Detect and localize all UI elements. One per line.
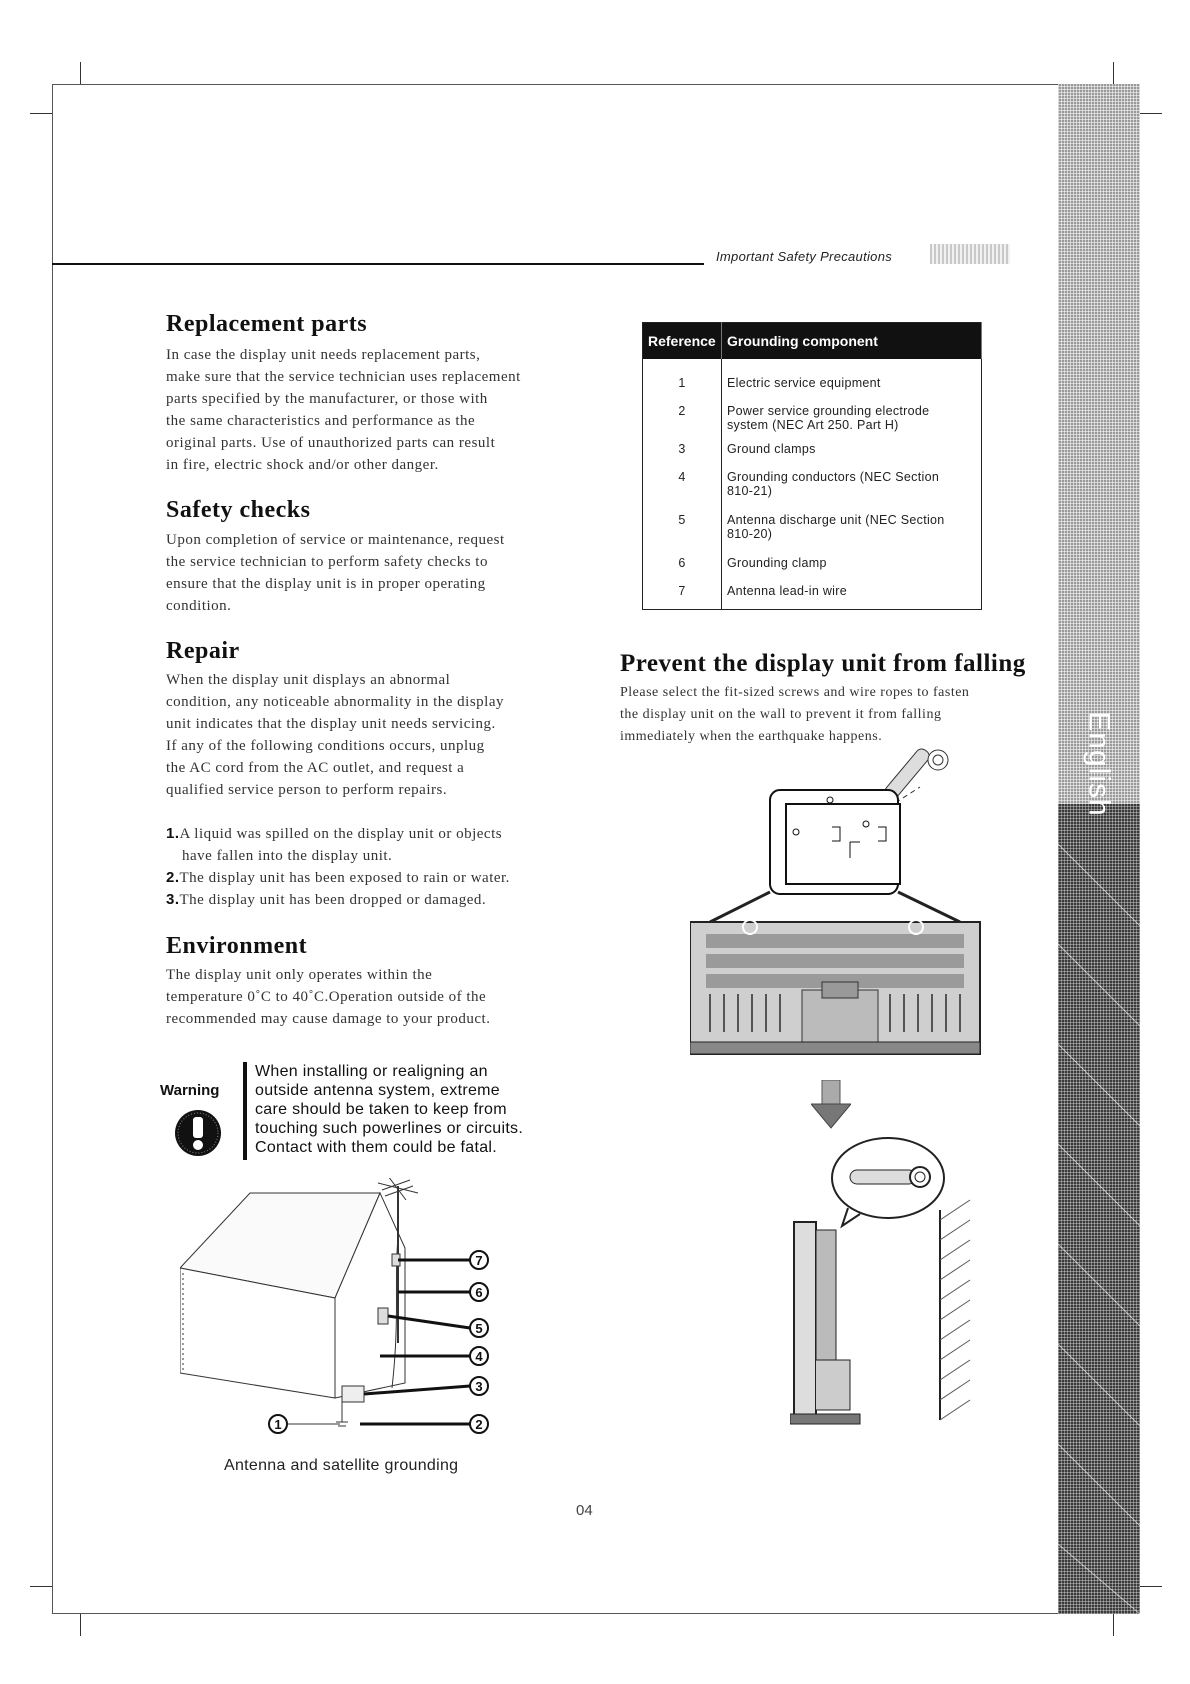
down-arrow-icon — [811, 1080, 851, 1130]
cell-line: Power service grounding electrode — [727, 404, 930, 418]
tv-rear-mount-illustration — [690, 742, 990, 1062]
marker-label: 2 — [475, 1417, 483, 1432]
reference-cell: 6 — [643, 553, 722, 581]
marker-label: 5 — [475, 1321, 483, 1336]
cell-line: Ground clamps — [727, 442, 816, 456]
reference-cell: 7 — [643, 581, 722, 609]
cell-line: Grounding clamp — [727, 556, 827, 570]
crop-mark — [30, 113, 52, 114]
safety-checks-text — [166, 529, 505, 617]
text-line: qualified service person to perform repairs. — [166, 782, 448, 798]
list-number: 1. — [166, 825, 180, 842]
component-cell — [722, 581, 982, 609]
marker-label: 1 — [274, 1417, 282, 1432]
text-line: ensure that the display unit is in proper operating — [166, 576, 486, 592]
component-cell — [722, 510, 982, 553]
component-cell — [722, 553, 982, 581]
antenna-figure-caption: Antenna and satellite grounding — [224, 1457, 459, 1474]
marker-label: 3 — [475, 1379, 483, 1394]
side-strip-diagonals — [1058, 84, 1140, 1614]
list-text: The display unit has been exposed to rain or water. — [179, 870, 510, 886]
table-row — [643, 401, 982, 439]
list-text: The display unit has been dropped or damaged. — [179, 892, 487, 908]
crop-mark — [80, 1614, 81, 1636]
replacement-parts-text — [166, 344, 521, 476]
table-row — [643, 467, 982, 510]
side-language-strip — [1058, 84, 1140, 1614]
cell-line: Antenna lead-in wire — [727, 584, 847, 598]
cell-line: 810-20) — [727, 527, 773, 541]
list-item — [166, 823, 510, 845]
list-text: A liquid was spilled on the display unit or objects — [179, 826, 503, 842]
antenna-grounding-illustration — [180, 1178, 520, 1438]
warning-exclamation-icon — [173, 1108, 223, 1158]
text-line: original parts. Use of unauthorized parts can result — [166, 435, 496, 451]
text-line: When installing or realigning an — [255, 1063, 488, 1080]
text-line: immediately when the earthquake happens. — [620, 729, 883, 744]
cell-line: system (NEC Art 250. Part H) — [727, 418, 899, 432]
list-item — [166, 867, 510, 889]
page-number: 04 — [576, 1502, 593, 1519]
table-row — [643, 439, 982, 467]
crop-mark — [1140, 1586, 1162, 1587]
text-line: the AC cord from the AC outlet, and request a — [166, 760, 465, 776]
prevent-falling-text — [620, 682, 969, 748]
text-line: Contact with them could be fatal. — [255, 1139, 498, 1156]
text-line: condition, any noticeable abnormality in the display — [166, 694, 505, 710]
text-line: care should be taken to keep from — [255, 1101, 507, 1118]
list-number: 2. — [166, 869, 180, 886]
repair-conditions-list — [166, 823, 510, 911]
reference-cell: 2 — [643, 401, 722, 439]
crop-mark — [80, 62, 81, 84]
text-line: in fire, electric shock and/or other danger. — [166, 457, 439, 473]
cell-line: Antenna discharge unit (NEC Section — [727, 513, 945, 527]
column-header-reference: Reference — [643, 323, 722, 360]
header-decoration — [930, 244, 1010, 264]
list-number: 3. — [166, 891, 180, 908]
text-line: condition. — [166, 598, 232, 614]
environment-heading: Environment — [166, 933, 308, 959]
text-line: the display unit on the wall to prevent it from falling — [620, 707, 942, 722]
text-line: In case the display unit needs replacement parts, — [166, 347, 481, 363]
text-line: the same characteristics and performance as the — [166, 413, 476, 429]
warning-divider — [243, 1062, 247, 1160]
grounding-component-table — [642, 322, 982, 610]
header-section-title: Important Safety Precautions — [716, 249, 893, 264]
table-row — [643, 359, 982, 373]
table-row — [643, 510, 982, 553]
crop-mark — [1113, 62, 1114, 84]
column-header-component: Grounding component — [722, 323, 982, 360]
reference-cell: 4 — [643, 467, 722, 510]
repair-text — [166, 669, 504, 801]
table-header-row — [643, 323, 982, 360]
text-line: temperature 0˚C to 40˚C.Operation outside of the — [166, 989, 487, 1005]
text-line: the service technician to perform safety checks to — [166, 554, 488, 570]
component-cell — [722, 467, 982, 510]
text-line: The display unit only operates within the — [166, 967, 433, 983]
header-rule — [52, 263, 704, 265]
text-line: Upon completion of service or maintenance, request — [166, 532, 505, 548]
text-line: touching such powerlines or circuits. — [255, 1120, 524, 1137]
environment-text — [166, 964, 490, 1030]
text-line: Please select the fit-sized screws and wire ropes to fasten — [620, 685, 970, 700]
crop-mark — [30, 1586, 52, 1587]
language-tab — [1064, 684, 1134, 844]
warning-label: Warning — [160, 1082, 220, 1099]
component-cell — [722, 373, 982, 401]
marker-label: 4 — [475, 1349, 483, 1364]
table-row — [643, 373, 982, 401]
repair-heading: Repair — [166, 638, 240, 664]
table-row — [643, 581, 982, 609]
list-item — [166, 889, 510, 911]
table-row — [643, 553, 982, 581]
text-line: When the display unit displays an abnormal — [166, 672, 451, 688]
cell-line: Electric service equipment — [727, 376, 881, 390]
reference-cell: 3 — [643, 439, 722, 467]
cell-line: 810-21) — [727, 484, 773, 498]
reference-cell: 5 — [643, 510, 722, 553]
text-line: recommended may cause damage to your product. — [166, 1011, 491, 1027]
component-cell — [722, 439, 982, 467]
safety-checks-heading: Safety checks — [166, 497, 311, 523]
crop-mark — [1113, 1614, 1114, 1636]
marker-label: 7 — [475, 1253, 483, 1268]
text-line: make sure that the service technician uses replacement — [166, 369, 521, 385]
text-line: parts specified by the manufacturer, or those with — [166, 391, 488, 407]
marker-label: 6 — [475, 1285, 483, 1300]
tv-side-view-wall-illustration — [790, 1130, 990, 1430]
language-label: English — [1083, 711, 1116, 817]
prevent-falling-heading: Prevent the display unit from falling — [620, 650, 1026, 677]
component-cell — [722, 401, 982, 439]
text-line: unit indicates that the display unit needs servicing. — [166, 716, 496, 732]
replacement-parts-heading: Replacement parts — [166, 311, 368, 337]
warning-text — [255, 1062, 585, 1157]
cell-line: Grounding conductors (NEC Section — [727, 470, 940, 484]
text-line: If any of the following conditions occurs, unplug — [166, 738, 485, 754]
reference-cell: 1 — [643, 373, 722, 401]
text-line: outside antenna system, extreme — [255, 1082, 500, 1099]
list-item-continuation: have fallen into the display unit. — [182, 848, 393, 864]
crop-mark — [1140, 113, 1162, 114]
